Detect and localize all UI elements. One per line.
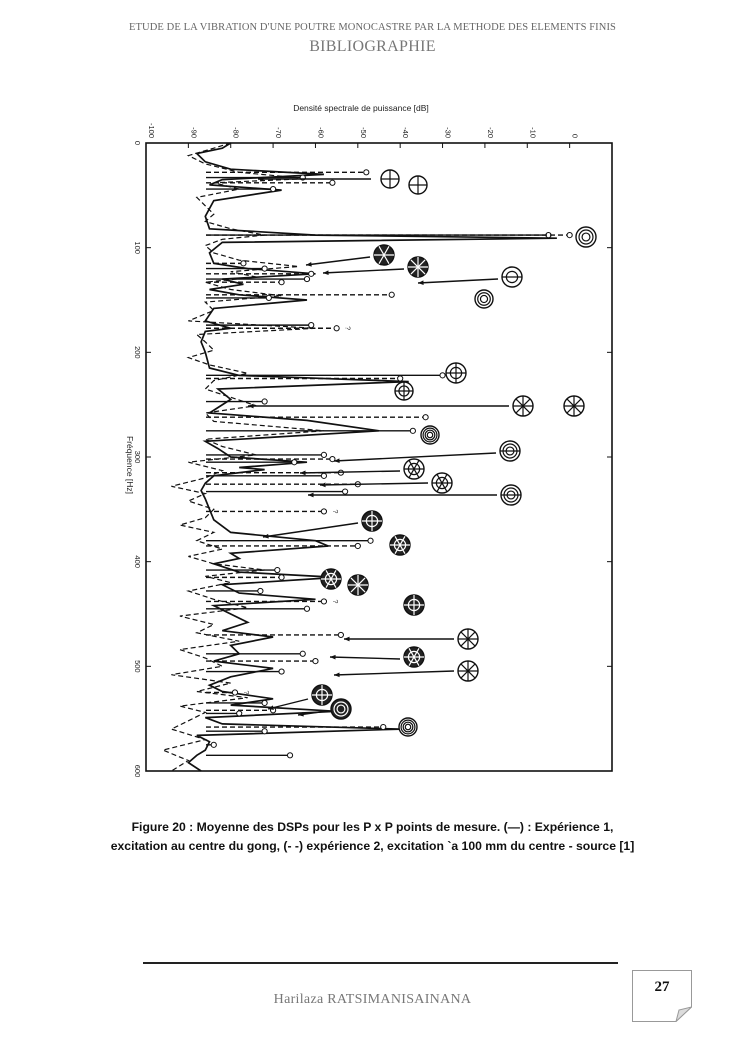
peak-circle — [321, 473, 326, 478]
arrow-line — [334, 671, 454, 675]
side-tick-label: 600 — [133, 764, 142, 778]
mode-shape-icon — [312, 685, 332, 705]
peak-circle — [304, 276, 309, 281]
peak-circle — [389, 292, 394, 297]
peak-circle — [364, 170, 369, 175]
mode-shape-icon — [381, 170, 399, 188]
top-tick-label: -10 — [528, 127, 538, 138]
psd-figure — [108, 95, 628, 785]
side-tick-label: 400 — [133, 555, 142, 568]
mode-shape-icon — [458, 629, 478, 649]
top-tick-label: -80 — [231, 127, 241, 138]
peak-circle — [304, 606, 309, 611]
mode-shape-icon — [374, 245, 394, 265]
side-tick-label: 200 — [133, 346, 142, 359]
arrow-head — [320, 483, 326, 488]
mode-outer-circle — [399, 718, 417, 736]
author-name: Harilaza RATSIMANISAINANA — [273, 992, 472, 1007]
page-number-box — [632, 970, 692, 1022]
peak-circle — [567, 233, 572, 238]
arrow-head — [344, 637, 350, 642]
mode-shape-icon — [475, 290, 493, 308]
side-axis-label: Fréquence [Hz] — [125, 435, 135, 495]
mode-shape-icon — [395, 382, 413, 400]
arrow-head — [300, 471, 306, 476]
mode-shape-icon — [404, 647, 424, 667]
peak-circle — [270, 186, 275, 191]
mode-shape-icon — [321, 569, 341, 589]
running-title: ETUDE DE LA VIBRATION D'UNE POUTRE MONOCASTRE PAR LA METHODE DES ELEMENTS FINIS — [129, 22, 616, 33]
side-tick-label: 100 — [133, 241, 142, 254]
arrow-line — [300, 471, 400, 473]
peak-circle — [343, 489, 348, 494]
top-tick-label: -40 — [401, 127, 411, 138]
peak-circle — [398, 376, 403, 381]
arrow-head — [308, 493, 314, 498]
side-tick-label: 500 — [133, 660, 142, 673]
peak-circle — [309, 271, 314, 276]
series-line-dashed — [163, 143, 324, 771]
arrow-head — [418, 280, 424, 285]
peak-circle — [440, 373, 445, 378]
unknown-mode-mark: ? — [241, 690, 249, 695]
top-tick-labels — [146, 123, 580, 148]
peak-circle — [338, 632, 343, 637]
series-layer — [163, 143, 557, 771]
caption-line-1: Figure 20 : Moyenne des DSPs pour les P x P points de mesure. (—) : Expérience 1, — [131, 820, 614, 834]
peak-circle — [287, 753, 292, 758]
top-tick-label: -100 — [147, 122, 156, 138]
mode-shape-icon — [500, 441, 520, 461]
mode-shape-icon — [576, 227, 596, 247]
arrow-line — [306, 257, 370, 265]
caption-line-2: excitation au centre du gong, (- -) expérience 2, excitation `a 100 mm du centre - source [1] — [110, 839, 635, 853]
mode-shape-icon — [432, 473, 452, 493]
peak-circle — [241, 261, 246, 266]
peak-circle — [321, 599, 326, 604]
peak-circle — [262, 399, 267, 404]
figure-caption — [60, 818, 685, 856]
peak-circle — [262, 266, 267, 271]
peak-circle — [275, 567, 280, 572]
peak-circle — [368, 538, 373, 543]
top-tick-label: -50 — [358, 127, 368, 138]
mode-shape-symbols — [248, 170, 596, 736]
mode-shape-icon — [390, 535, 410, 555]
mode-shape-icon — [564, 396, 584, 416]
mode-shape-icon — [404, 595, 424, 615]
top-tick-label: -20 — [485, 127, 495, 138]
footer-rule — [143, 962, 618, 964]
top-tick-label: -30 — [443, 127, 453, 138]
arrow-line — [323, 269, 404, 273]
peak-circle — [381, 724, 386, 729]
top-axis-label: Densité spectrale de puissance [dB] — [293, 103, 429, 113]
peak-circle — [292, 460, 297, 465]
mode-shape-icon — [331, 699, 351, 719]
mode-shape-icon — [408, 257, 428, 277]
peak-circle — [258, 588, 263, 593]
mode-shape-icon — [421, 426, 439, 444]
peak-circle — [279, 575, 284, 580]
mode-shape-icon — [399, 718, 417, 736]
peak-circle — [321, 509, 326, 514]
peak-circle — [211, 742, 216, 747]
peak-circle — [279, 280, 284, 285]
arrow-head — [334, 672, 340, 677]
mode-shape-icon — [409, 176, 427, 194]
peak-circle — [309, 323, 314, 328]
unknown-mode-mark: ? — [330, 599, 338, 604]
peak-circle — [262, 729, 267, 734]
mode-shape-icon — [501, 485, 521, 505]
peak-circle — [279, 669, 284, 674]
peak-circle — [355, 543, 360, 548]
peak-circle — [423, 415, 428, 420]
arrow-head — [330, 655, 336, 660]
arrow-line — [268, 699, 308, 709]
top-tick-label: -70 — [274, 127, 284, 138]
peak-circle — [334, 326, 339, 331]
mode-shape-icon — [362, 511, 382, 531]
peak-circle — [330, 180, 335, 185]
arrow-line — [320, 483, 428, 485]
top-tick-label: -90 — [189, 127, 199, 138]
peak-circle — [410, 428, 415, 433]
peak-circle — [321, 452, 326, 457]
peak-circle — [262, 700, 267, 705]
mode-shape-icon — [513, 396, 533, 416]
mode-shape-icon — [502, 267, 522, 287]
peak-circle — [237, 711, 242, 716]
peak-circle — [266, 295, 271, 300]
unknown-mode-mark: ? — [330, 509, 338, 514]
arrow-line — [418, 279, 498, 283]
top-tick-label: -60 — [316, 127, 326, 138]
top-tick-label: 0 — [570, 133, 580, 138]
peak-circle — [300, 651, 305, 656]
peak-circle — [232, 690, 237, 695]
side-tick-label: 300 — [133, 450, 142, 464]
page-number: 27 — [654, 979, 670, 995]
arrow-line — [330, 657, 400, 659]
mode-shape-icon — [446, 363, 466, 383]
section-title: BIBLIOGRAPHIE — [309, 38, 436, 55]
peak-circle — [313, 659, 318, 664]
arrow-head — [248, 404, 254, 409]
mode-outer-circle — [421, 426, 439, 444]
mode-shape-icon — [404, 459, 424, 479]
arrow-line — [263, 523, 358, 537]
mode-shape-icon — [458, 661, 478, 681]
unknown-mode-mark: ? — [343, 326, 351, 331]
arrow-head — [323, 270, 329, 275]
side-tick-label: 0 — [133, 140, 142, 146]
mode-shape-icon — [348, 575, 368, 595]
